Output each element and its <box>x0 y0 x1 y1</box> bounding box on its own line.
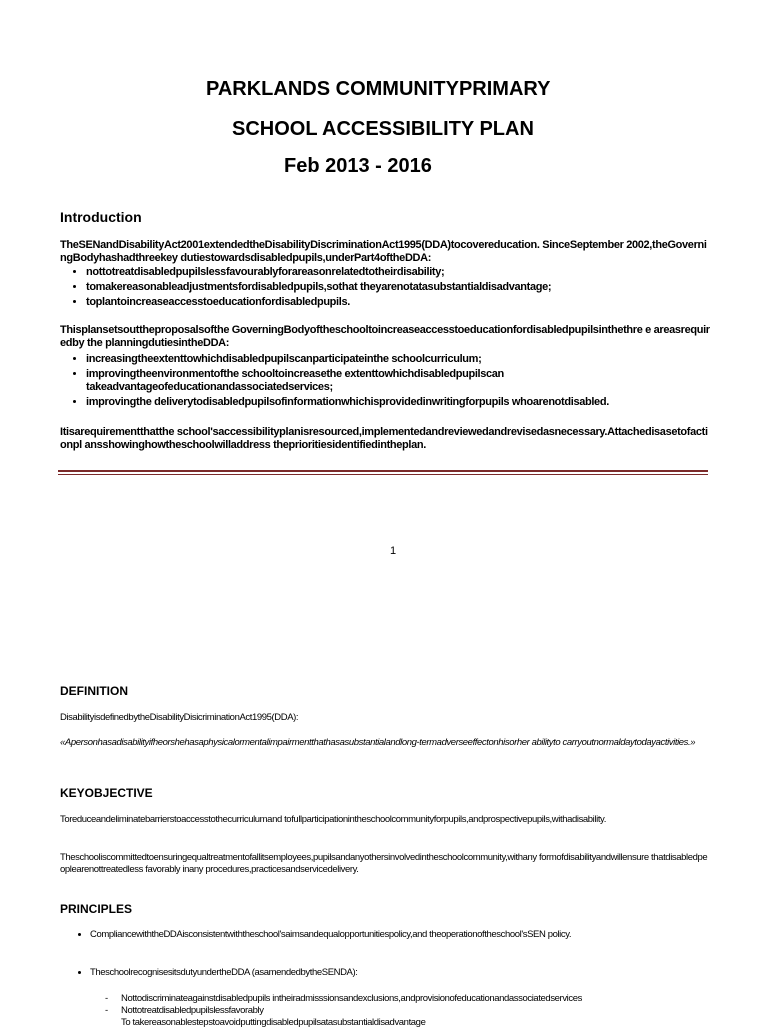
principles-bullet-1 <box>60 929 700 941</box>
title-line-3: Feb 2013 - 2016 <box>284 155 432 177</box>
dash-marker: - <box>105 1005 108 1016</box>
list-item: • nottotreatdisabledpupilslessfavourablyforareasonrelatedtotheirdisability; <box>86 266 736 279</box>
intro-paragraph-1: TheSENandDisabilityAct2001extendedtheDisabilityDiscriminationAct1995(DDA)tocovereducation. SinceSeptember 2002,theGoverningBodyhashadthreekey dutiestowardsdisabledpupils,underPart4oftheDDA: <box>60 239 707 264</box>
divider-rule <box>58 470 708 472</box>
cutoff-line: To takereasonablestepstoavoidputtingdisabledpupilsatasubstantialdisadvantage <box>121 1017 426 1028</box>
definition-heading: DEFINITION <box>60 684 128 698</box>
intro-bullet-list-2 <box>60 353 736 411</box>
intro-bullet-list-1 <box>60 266 736 311</box>
principles-heading: PRINCIPLES <box>60 902 133 916</box>
key-objective-heading: KEYOBJECTIVE <box>60 786 153 800</box>
dash-marker: - <box>105 993 108 1004</box>
principles-bullet-2 <box>60 967 700 979</box>
key-objective-text-1: Toreduceandeliminatebarrierstoaccesstothecurriculumand tofullparticipationintheschoolcommunityforpupils,andprospectivepupils,withadisability. <box>60 814 606 825</box>
list-item: • improvingthe deliverytodisabledpupilsofinformationwhichisprovidedinwritingforpupils whoarenotdisabled. <box>86 396 736 409</box>
list-item-text: Nottotreatdisabledpupilslessfavorably <box>121 1005 264 1016</box>
list-item: • improvingtheenvironmentofthe schooltoincreasethe extenttowhichdisabledpupilscan takeadvantageofeducationandassociatedservices; <box>86 368 736 394</box>
list-item: • TheschoolrecognisesitsdutyundertheDDA (asamendedbytheSENDA): <box>90 967 700 979</box>
introduction-heading: Introduction <box>60 209 142 225</box>
intro-paragraph-2: Thisplansetsouttheproposalsofthe GoverningBodyoftheschooltoincreaseaccesstoeducationfordisabledpupilsinthethre e areasrequiredby the planningdutiesintheDDA: <box>60 324 710 349</box>
list-item: • CompliancewiththeDDAisconsistentwiththeschool'saimsandequalopportunitiespolicy,and theoperationoftheschool'sSEN policy. <box>90 929 700 941</box>
list-item: • increasingtheextenttowhichdisabledpupilscanparticipateinthe schoolcurriculum; <box>86 353 736 366</box>
page-number: 1 <box>390 545 397 557</box>
list-item: • toplantoincreaseaccesstoeducationfordisabledpupils. <box>86 296 736 309</box>
list-item-text: Nottodiscriminateagainstdisabledpupils intheiradmisssionsandexclusions,andprovisionofeducationandassociatedservices <box>121 993 582 1004</box>
divider-rule <box>58 474 708 475</box>
list-item <box>105 1005 685 1017</box>
principles-dash-list <box>105 993 685 1017</box>
list-item: • tomakereasonableadjustmentsfordisabledpupils,sothat theyarenotatasubstantialdisadvantage; <box>86 281 736 294</box>
definition-text: DisabilityisdefinedbytheDisabilityDisicriminationAct1995(DDA): <box>60 712 299 723</box>
key-objective-text-2: Theschooliscommittedtoensuringequaltreatmentofallitsemployees,pupilsandanyothersinvolvedintheschoolcommunity,withany formofdisabilityandwillensure thatdisabledpeoplearenottreatedless favorably inany procedures,practicesandservicedelivery. <box>60 852 708 875</box>
definition-quote: «Apersonhasadisabilityifheorshehasaphysicalormentalimpairmentthathasasubstantialandlong-termadverseeffectonhisorher abilityto carryoutnormaldaytodayactivities.» <box>60 737 696 748</box>
intro-paragraph-3: Itisarequirementthatthe school'saccessibilityplanisresourced,implementedandreviewedandrevisedasnecessary.Attachedisasetofactionpl ansshowinghowtheschoolwilladdress theprioritiesidentifiedintheplan. <box>60 426 708 451</box>
list-item <box>105 993 685 1005</box>
title-line-1: PARKLANDS COMMUNITYPRIMARY <box>206 78 551 100</box>
title-line-2: SCHOOL ACCESSIBILITY PLAN <box>232 118 534 140</box>
